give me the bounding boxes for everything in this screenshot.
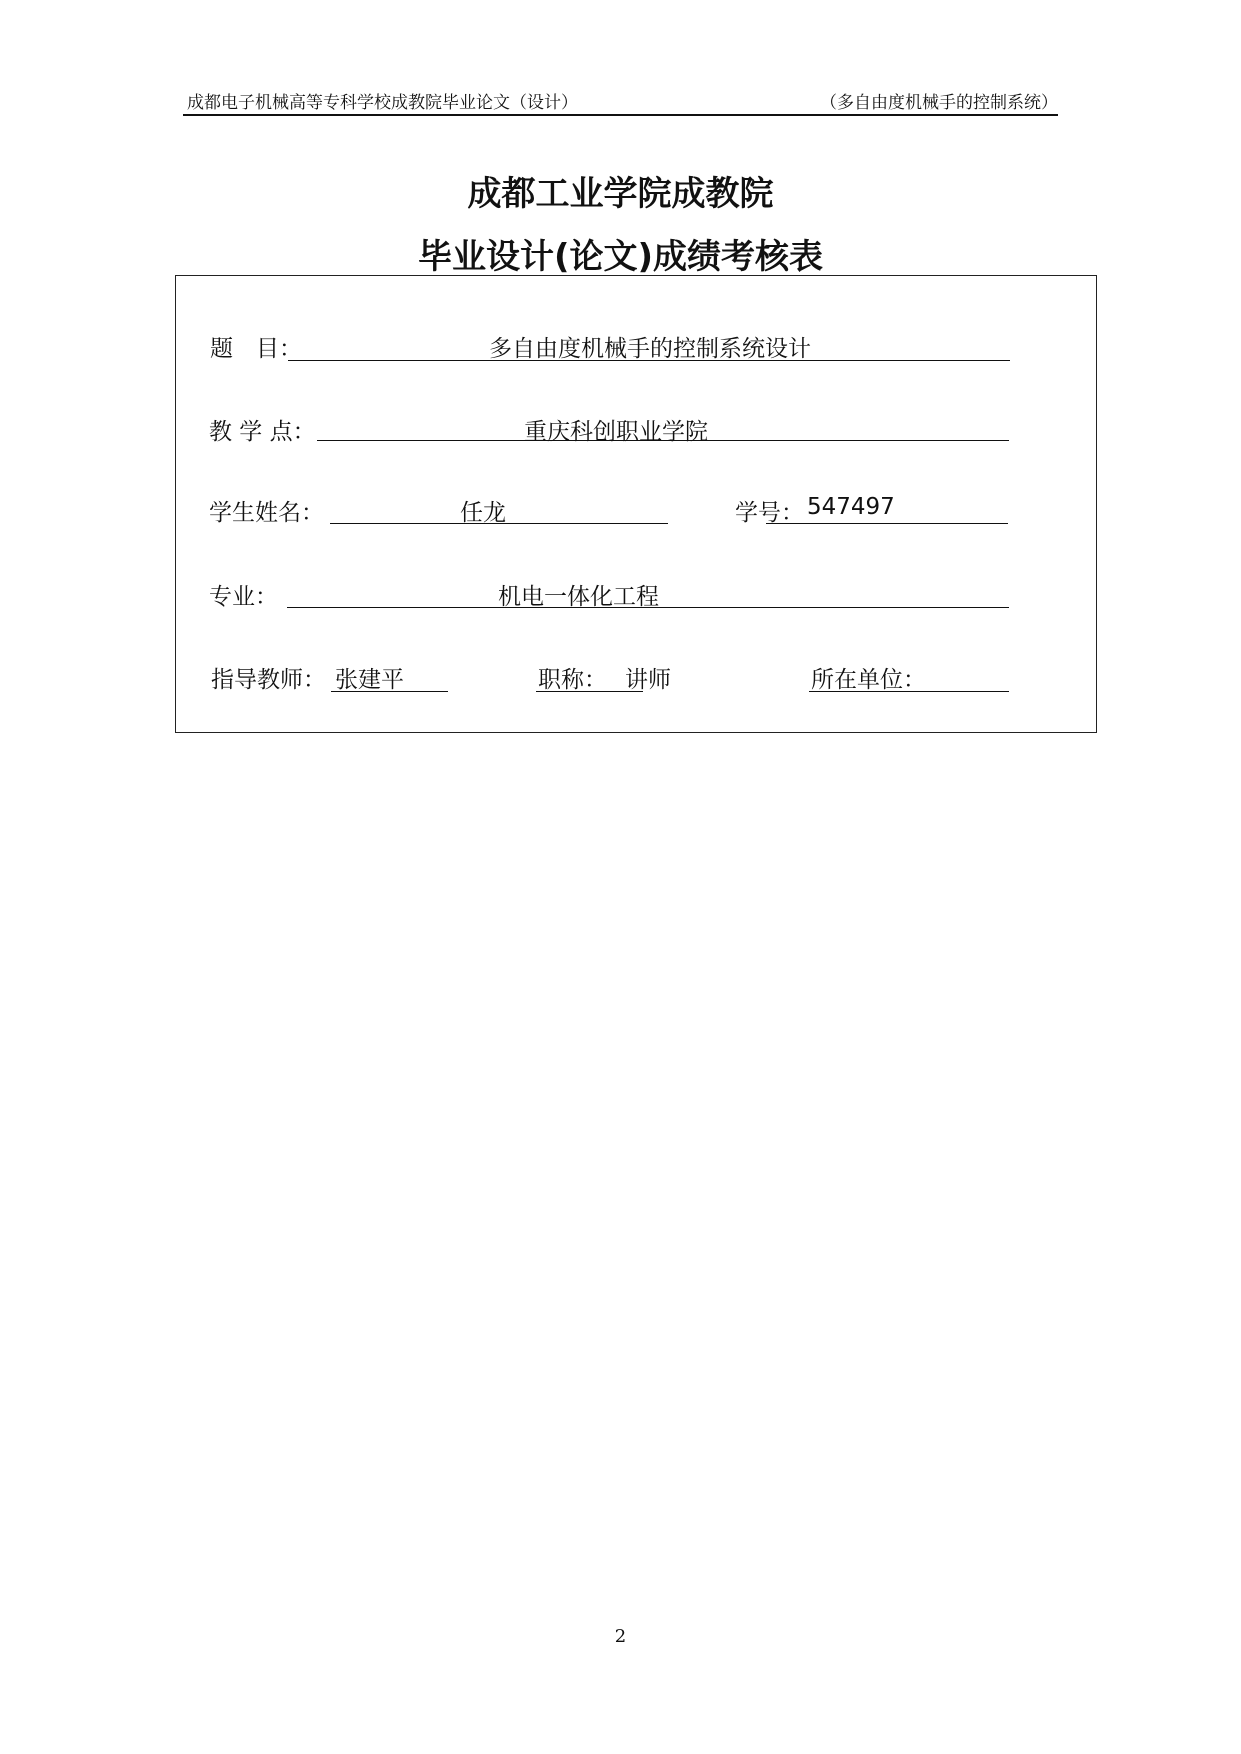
- topic-value: 多自由度机械手的控制系统设计: [489, 336, 811, 362]
- major-value: 机电一体化工程: [498, 584, 659, 610]
- title-rank-label: 职称：: [538, 667, 607, 693]
- student-id-field-line: [766, 523, 1008, 524]
- topic-label: 题 目：: [210, 336, 302, 362]
- page-header: [183, 84, 1058, 116]
- student-name-label: 学生姓名：: [209, 500, 324, 526]
- advisor-label: 指导教师：: [211, 667, 326, 693]
- major-label: 专业：: [209, 584, 278, 610]
- header-right-text: （多自由度机械手的控制系统）: [820, 93, 1058, 113]
- student-id-label: 学号：: [735, 500, 804, 526]
- student-id-value: 547497: [807, 494, 895, 520]
- unit-field-line: [809, 691, 1009, 692]
- page-number: 2: [614, 1626, 627, 1647]
- assessment-form: [175, 275, 1097, 733]
- student-name-value: 任龙: [460, 500, 506, 526]
- header-left-text: 成都电子机械高等专科学校成教院毕业论文（设计）: [187, 93, 578, 113]
- document-title-line2: 毕业设计(论文)成绩考核表: [417, 237, 824, 277]
- school-value: 重庆科创职业学院: [524, 419, 708, 445]
- title-rank-value: 讲师: [625, 667, 671, 693]
- advisor-value: 张建平: [335, 667, 404, 693]
- unit-label: 所在单位：: [811, 667, 926, 693]
- document-title-line1: 成都工业学院成教院: [467, 174, 774, 214]
- school-label: 教 学 点：: [209, 419, 316, 445]
